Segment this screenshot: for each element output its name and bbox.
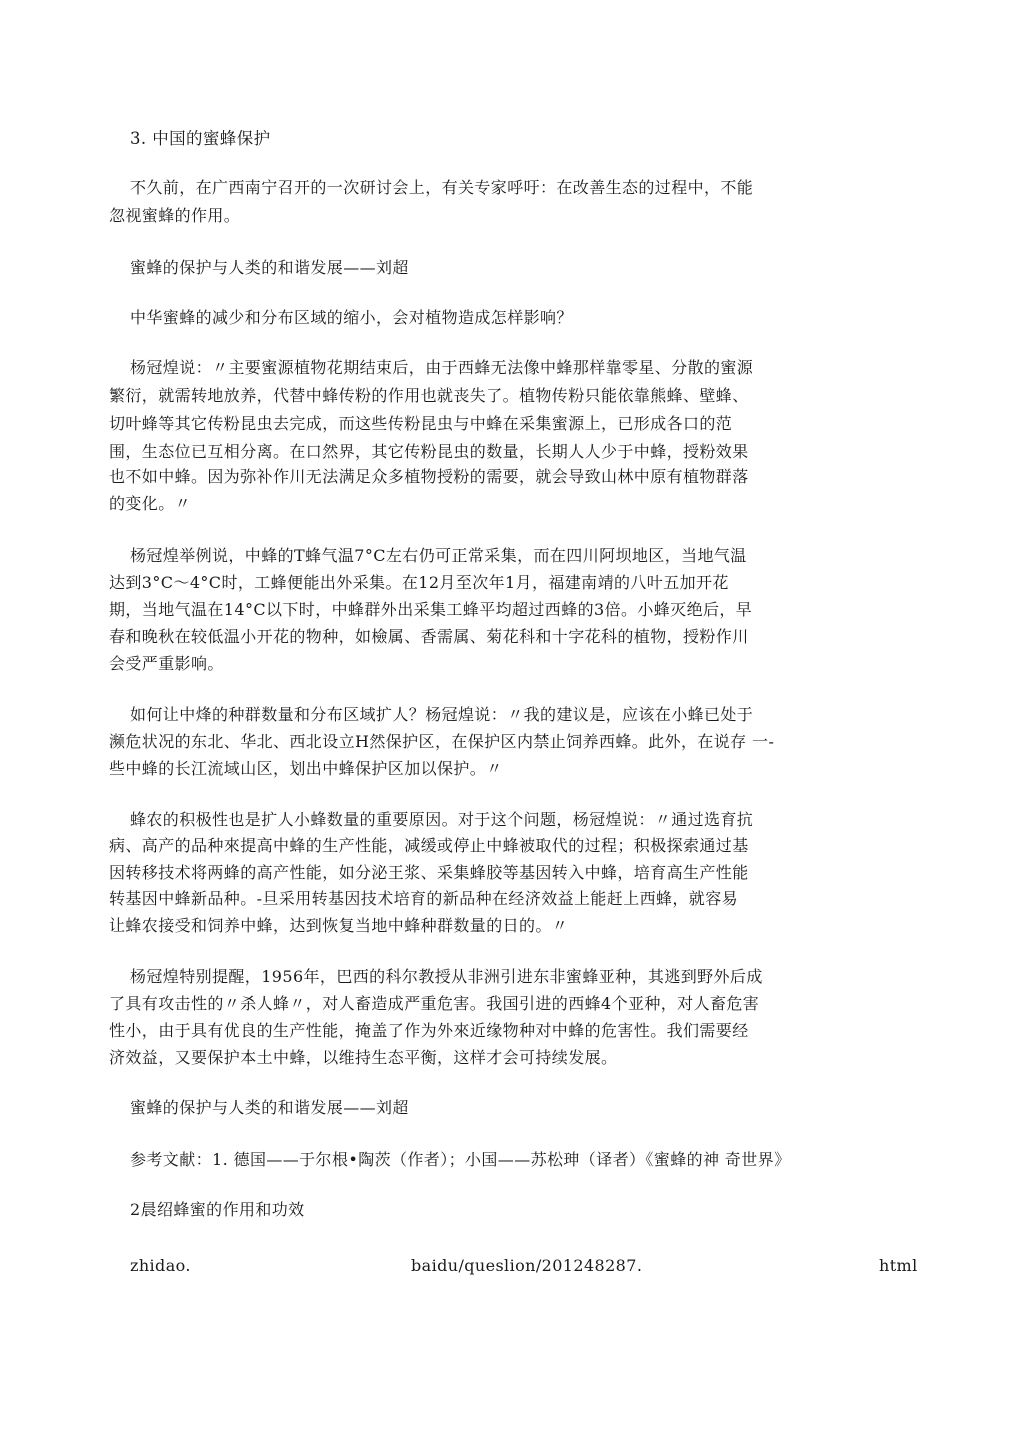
section-title: 3. 中国的蜜蜂保护 — [130, 129, 271, 148]
paragraph-line: 忽视蜜蜂的作用。 — [109, 206, 241, 225]
paragraph-line: 会受严重影响。 — [109, 654, 224, 673]
paragraph-line: 濒危状况的东北、华北、西北设立H然保护区，在保护区内禁止饲养西蜂。此外，在说存 一- — [109, 732, 775, 751]
paragraph-line: 些中蜂的长江流域山区，划出中蜂保护区加以保护。〃 — [109, 759, 503, 778]
paragraph-line: 因转移技术将两蜂的高产性能，如分泌王浆、采集蜂胶等基因转入中蜂，培育高生产性能 — [109, 863, 749, 882]
reference-item: 2晨绍蜂蜜的作用和功效 — [130, 1200, 305, 1219]
paragraph-line: 切叶蜂等其它传粉昆虫去完成，而这些传粉昆虫与中蜂在采集蜜源上，已形成各口的范 — [109, 414, 733, 433]
paragraph-line: 的变化。〃 — [109, 494, 192, 513]
paragraph-line: 围，生态位已互相分离。在口然界，其它传粉昆虫的数量，长期人人少于中蜂，授粉效果 — [109, 442, 749, 461]
paragraph-line: 杨冠煌特别提醒，1956年，巴西的科尔教授从非洲引进东非蜜蜂亚种，其逃到野外后成 — [130, 967, 763, 986]
paragraph-line: 如何让中烽的种群数量和分布区域扩人？杨冠煌说：〃我的建议是，应该在小蜂已处于 — [130, 705, 754, 724]
paragraph-line: 达到3°C～4°C时，工蜂便能出外采集。在12月至次年1月，福建南靖的八叶五加开花 — [109, 573, 729, 592]
paragraph-line: 春和晚秋在较低温小开花的物种，如檢属、香需属、菊花科和十字花科的植物，授粉作川 — [109, 627, 749, 646]
paragraph-line: 杨冠煌举例说，中蜂的T蜂气温7°C左右仍可正常采集，而在四川阿坝地区，当地气温 — [130, 546, 747, 565]
paragraph-line: 让蜂农接受和饲养中蜂，达到恢复当地中蜂种群数量的日的。〃 — [109, 916, 569, 935]
url-part: zhidao. — [130, 1256, 191, 1275]
paragraph-line: 杨冠煌说：〃主要蜜源植物花期结束后，由于西蜂无法像中蜂那样靠零星、分散的蜜源 — [130, 358, 754, 377]
paragraph-line: 转基因中蜂新品种。-旦采用转基因技术培育的新品种在经济效益上能赶上西蜂，就容易 — [109, 889, 739, 908]
references: 参考文献：1. 德国——于尔根•陶茨（作者）；小国——苏松珅（译者）《蜜蜂的神 奇世界》 — [130, 1150, 791, 1169]
attribution: 蜜蜂的保护与人类的和谐发展——刘超 — [130, 1098, 409, 1117]
url-part: html — [879, 1256, 918, 1275]
paragraph-line: 济效益，又要保护本土中蜂，以维持生态平衡，这样才会可持续发展。 — [109, 1048, 618, 1067]
paragraph-line: 病、高产的品种來提高中蜂的生产性能，减缓或停止中蜂被取代的过程；积极探索通过基 — [109, 836, 749, 855]
paragraph-line: 蜂农的积极性也是扩人小蜂数量的重要原因。对于这个问题，杨冠煌说：〃通过选育抗 — [130, 810, 754, 829]
paragraph-line: 期，当地气温在14°C以下时，中蜂群外出采集工蜂平均超过西蜂的3倍。小蜂灭绝后，早 — [109, 600, 753, 619]
paragraph-line: 性小，由于具有优良的生产性能，掩盖了作为外來近缘物种对中蜂的危害性。我们需要经 — [109, 1021, 749, 1040]
paragraph-line: 也不如中蜂。因为弥补作川无法满足众多植物授粉的需要，就会导致山林中原有植物群落 — [109, 467, 749, 486]
url-part: baidu/queslion/201248287. — [411, 1256, 643, 1275]
paragraph-line: 繁衍，就需转地放养，代替中蜂传粉的作用也就丧失了。植物传粉只能依靠熊蜂、壁蜂、 — [109, 386, 749, 405]
paragraph-line: 不久前，在广西南宁召开的一次研讨会上，有关专家呼吁：在改善生态的过程中，不能 — [130, 178, 754, 197]
question-text: 中华蜜蜂的减少和分布区域的缩小，会对植物造成怎样影响？ — [130, 308, 573, 327]
paragraph-line: 了具有攻击性的〃杀人蜂〃，对人畜造成严重危害。我国引进的西蜂4个亚种，对人畜危害 — [109, 994, 760, 1013]
attribution: 蜜蜂的保护与人类的和谐发展——刘超 — [130, 258, 409, 277]
